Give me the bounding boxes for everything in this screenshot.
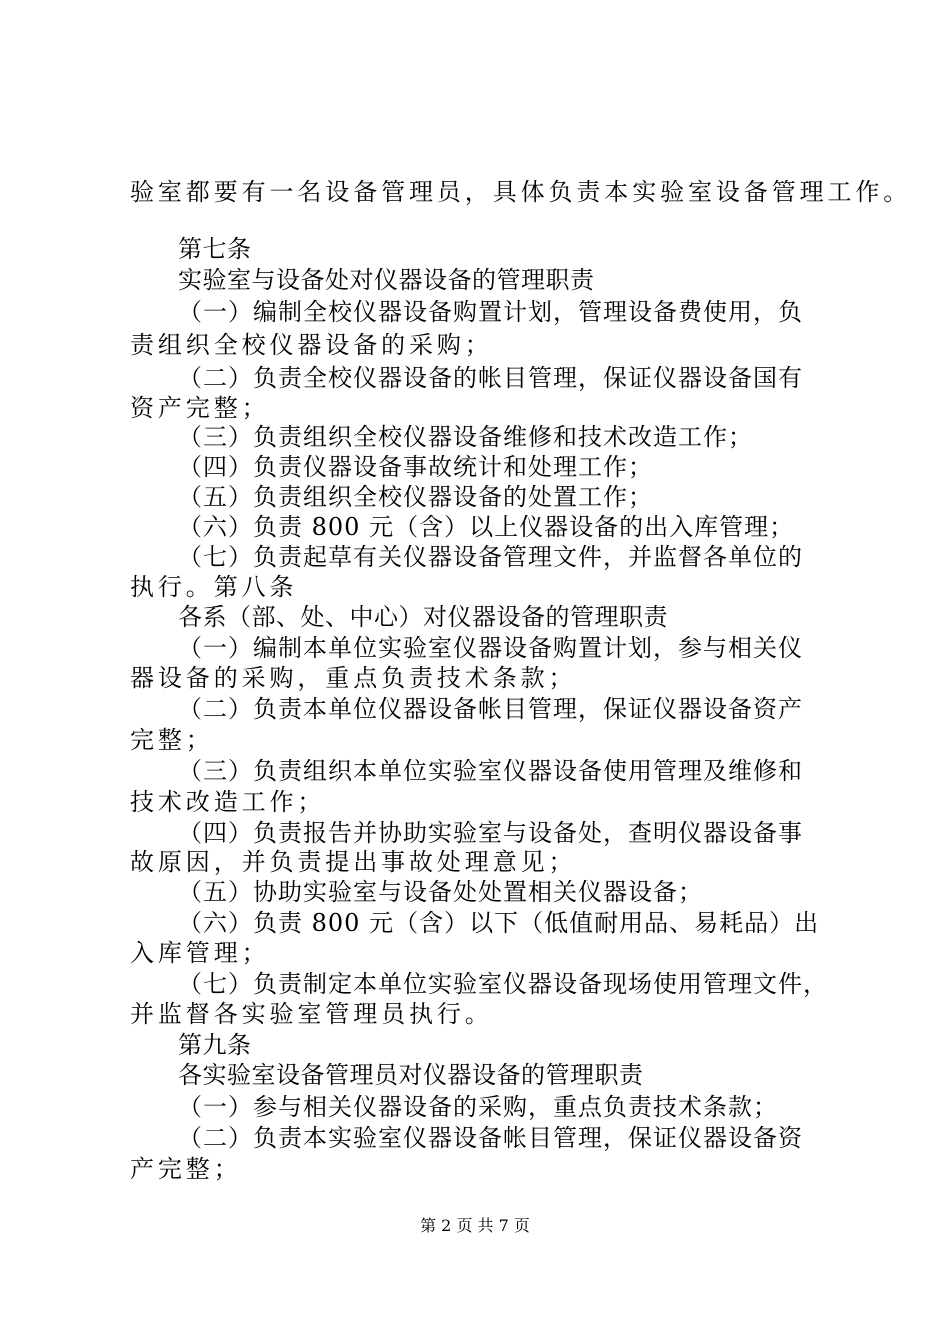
body-text-line: 故原因，并负责提出事故处理意见； bbox=[130, 848, 577, 876]
body-text-line: 器设备的采购，重点负责技术条款； bbox=[130, 664, 577, 692]
body-text-line: （三）负责组织本单位实验室仪器设备使用管理及维修和 bbox=[178, 757, 803, 785]
body-text-line: 资产完整； bbox=[130, 394, 270, 422]
body-text-line: （一）编制全校仪器设备购置计划，管理设备费使用，负 bbox=[178, 298, 803, 326]
body-text-line: （二）负责本实验室仪器设备帐目管理，保证仪器设备资 bbox=[178, 1124, 803, 1152]
body-text-line: （六）负责 800 元（含）以下（低值耐用品、易耗品）出 bbox=[178, 909, 820, 937]
body-text-line: （二）负责全校仪器设备的帐目管理，保证仪器设备国有 bbox=[178, 364, 803, 392]
body-text-line: （二）负责本单位仪器设备帐目管理，保证仪器设备资产 bbox=[178, 695, 803, 723]
body-text-line: （四）负责仪器设备事故统计和处理工作； bbox=[178, 453, 653, 481]
body-text-line: （一）编制本单位实验室仪器设备购置计划，参与相关仪 bbox=[178, 634, 803, 662]
body-text-line: 并监督各实验室管理员执行。 bbox=[130, 1000, 493, 1028]
section-title: 各系（部、处、中心）对仪器设备的管理职责 bbox=[178, 603, 668, 631]
section-title: 各实验室设备管理员对仪器设备的管理职责 bbox=[178, 1061, 644, 1089]
body-text-line: 产完整； bbox=[130, 1155, 242, 1183]
body-text-line: （七）负责起草有关仪器设备管理文件，并监督各单位的 bbox=[178, 543, 803, 571]
body-text-line: （四）负责报告并协助实验室与设备处，查明仪器设备事 bbox=[178, 819, 803, 847]
section-title: 实验室与设备处对仪器设备的管理职责 bbox=[178, 266, 595, 294]
page-number-footer: 第 2 页 共 7 页 bbox=[420, 1216, 530, 1235]
body-text-line: （五）负责组织全校仪器设备的处置工作； bbox=[178, 483, 653, 511]
body-text-line: （三）负责组织全校仪器设备维修和技术改造工作； bbox=[178, 423, 753, 451]
article-heading: 第九条 bbox=[178, 1031, 252, 1059]
body-text-line: （五）协助实验室与设备处处置相关仪器设备； bbox=[178, 878, 703, 906]
body-text-line: （六）负责 800 元（含）以上仪器设备的出入库管理； bbox=[178, 513, 795, 541]
body-text-line: 技术改造工作； bbox=[130, 788, 326, 816]
body-text-line: 入库管理； bbox=[130, 939, 270, 967]
body-text-line: 责组织全校仪器设备的采购； bbox=[130, 331, 493, 359]
body-text-line: 执行。第八条 bbox=[130, 573, 298, 601]
body-text-line: （七）负责制定本单位实验室仪器设备现场使用管理文件， bbox=[178, 970, 828, 998]
article-heading: 第七条 bbox=[178, 235, 252, 263]
body-text-line: 验室都要有一名设备管理员，具体负责本实验室设备管理工作。 bbox=[130, 178, 912, 206]
body-text-line: 完整； bbox=[130, 726, 214, 754]
body-text-line: （一）参与相关仪器设备的采购，重点负责技术条款； bbox=[178, 1093, 778, 1121]
